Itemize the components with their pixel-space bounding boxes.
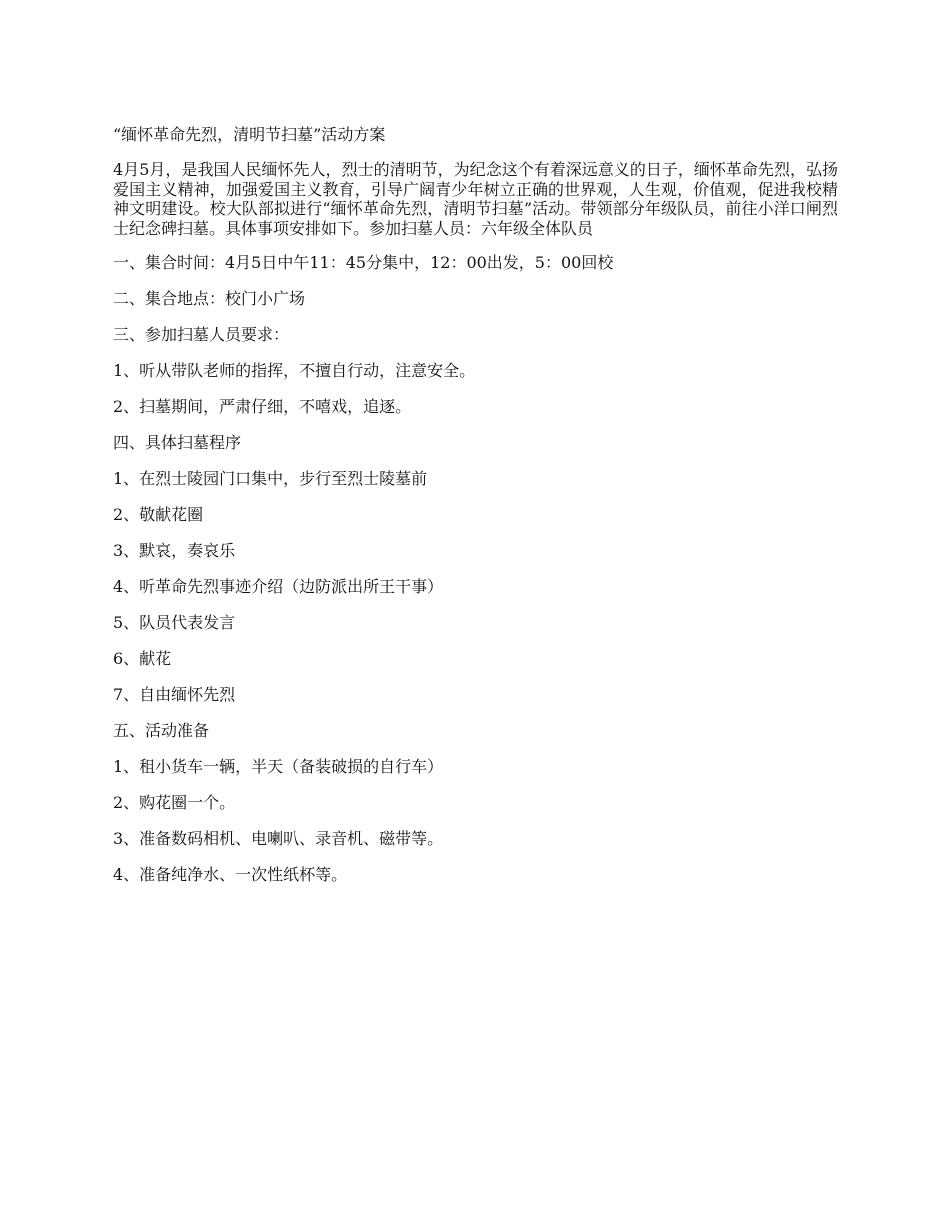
procedure-item: 2、敬献花圈 bbox=[113, 505, 204, 524]
document-title: “缅怀革命先烈，清明节扫墓”活动方案 bbox=[113, 125, 386, 144]
requirement-item: 1、听从带队老师的指挥，不擅自行动，注意安全。 bbox=[113, 361, 476, 380]
section-assembly-place: 二、集合地点：校门小广场 bbox=[113, 289, 306, 308]
section-assembly-time: 一、集合时间：4月5日中午11：45分集中，12：00出发，5：00回校 bbox=[113, 253, 614, 272]
preparation-item: 3、准备数码相机、电喇叭、录音机、磁带等。 bbox=[113, 829, 444, 848]
preparation-item: 2、购花圈一个。 bbox=[113, 793, 236, 812]
section-requirements-heading: 三、参加扫墓人员要求： bbox=[113, 325, 290, 344]
document-body bbox=[113, 124, 838, 900]
requirement-item: 2、扫墓期间，严肃仔细，不嘻戏，追逐。 bbox=[113, 397, 412, 416]
intro-paragraph: 4月5月，是我国人民缅怀先人，烈士的清明节，为纪念这个有着深远意义的日子，缅怀革命先烈，弘扬爱国主义精神，加强爱国主义教育，引导广阔青少年树立正确的世界观，人生观，价值观，促进我校精神文明建设。校大队部拟进行“缅怀革命先烈，清明节扫墓”活动。带领部分年级队员，前往小洋口闸烈士纪念碑扫墓。具体事项安排如下。参加扫墓人员：六年级全体队员 bbox=[113, 160, 838, 238]
section-procedure-heading: 四、具体扫墓程序 bbox=[113, 433, 242, 452]
preparation-item: 1、租小货车一辆，半天（备装破损的自行车） bbox=[113, 757, 444, 776]
procedure-item: 4、听革命先烈事迹介绍（边防派出所王干事） bbox=[113, 577, 444, 596]
procedure-item: 1、在烈士陵园门口集中，步行至烈士陵墓前 bbox=[113, 469, 428, 488]
procedure-item: 5、队员代表发言 bbox=[113, 613, 236, 632]
preparation-item: 4、准备纯净水、一次性纸杯等。 bbox=[113, 865, 348, 884]
procedure-item: 6、献花 bbox=[113, 649, 172, 668]
procedure-item: 7、自由缅怀先烈 bbox=[113, 685, 236, 704]
procedure-item: 3、默哀，奏哀乐 bbox=[113, 541, 236, 560]
section-preparation-heading: 五、活动准备 bbox=[113, 721, 210, 740]
